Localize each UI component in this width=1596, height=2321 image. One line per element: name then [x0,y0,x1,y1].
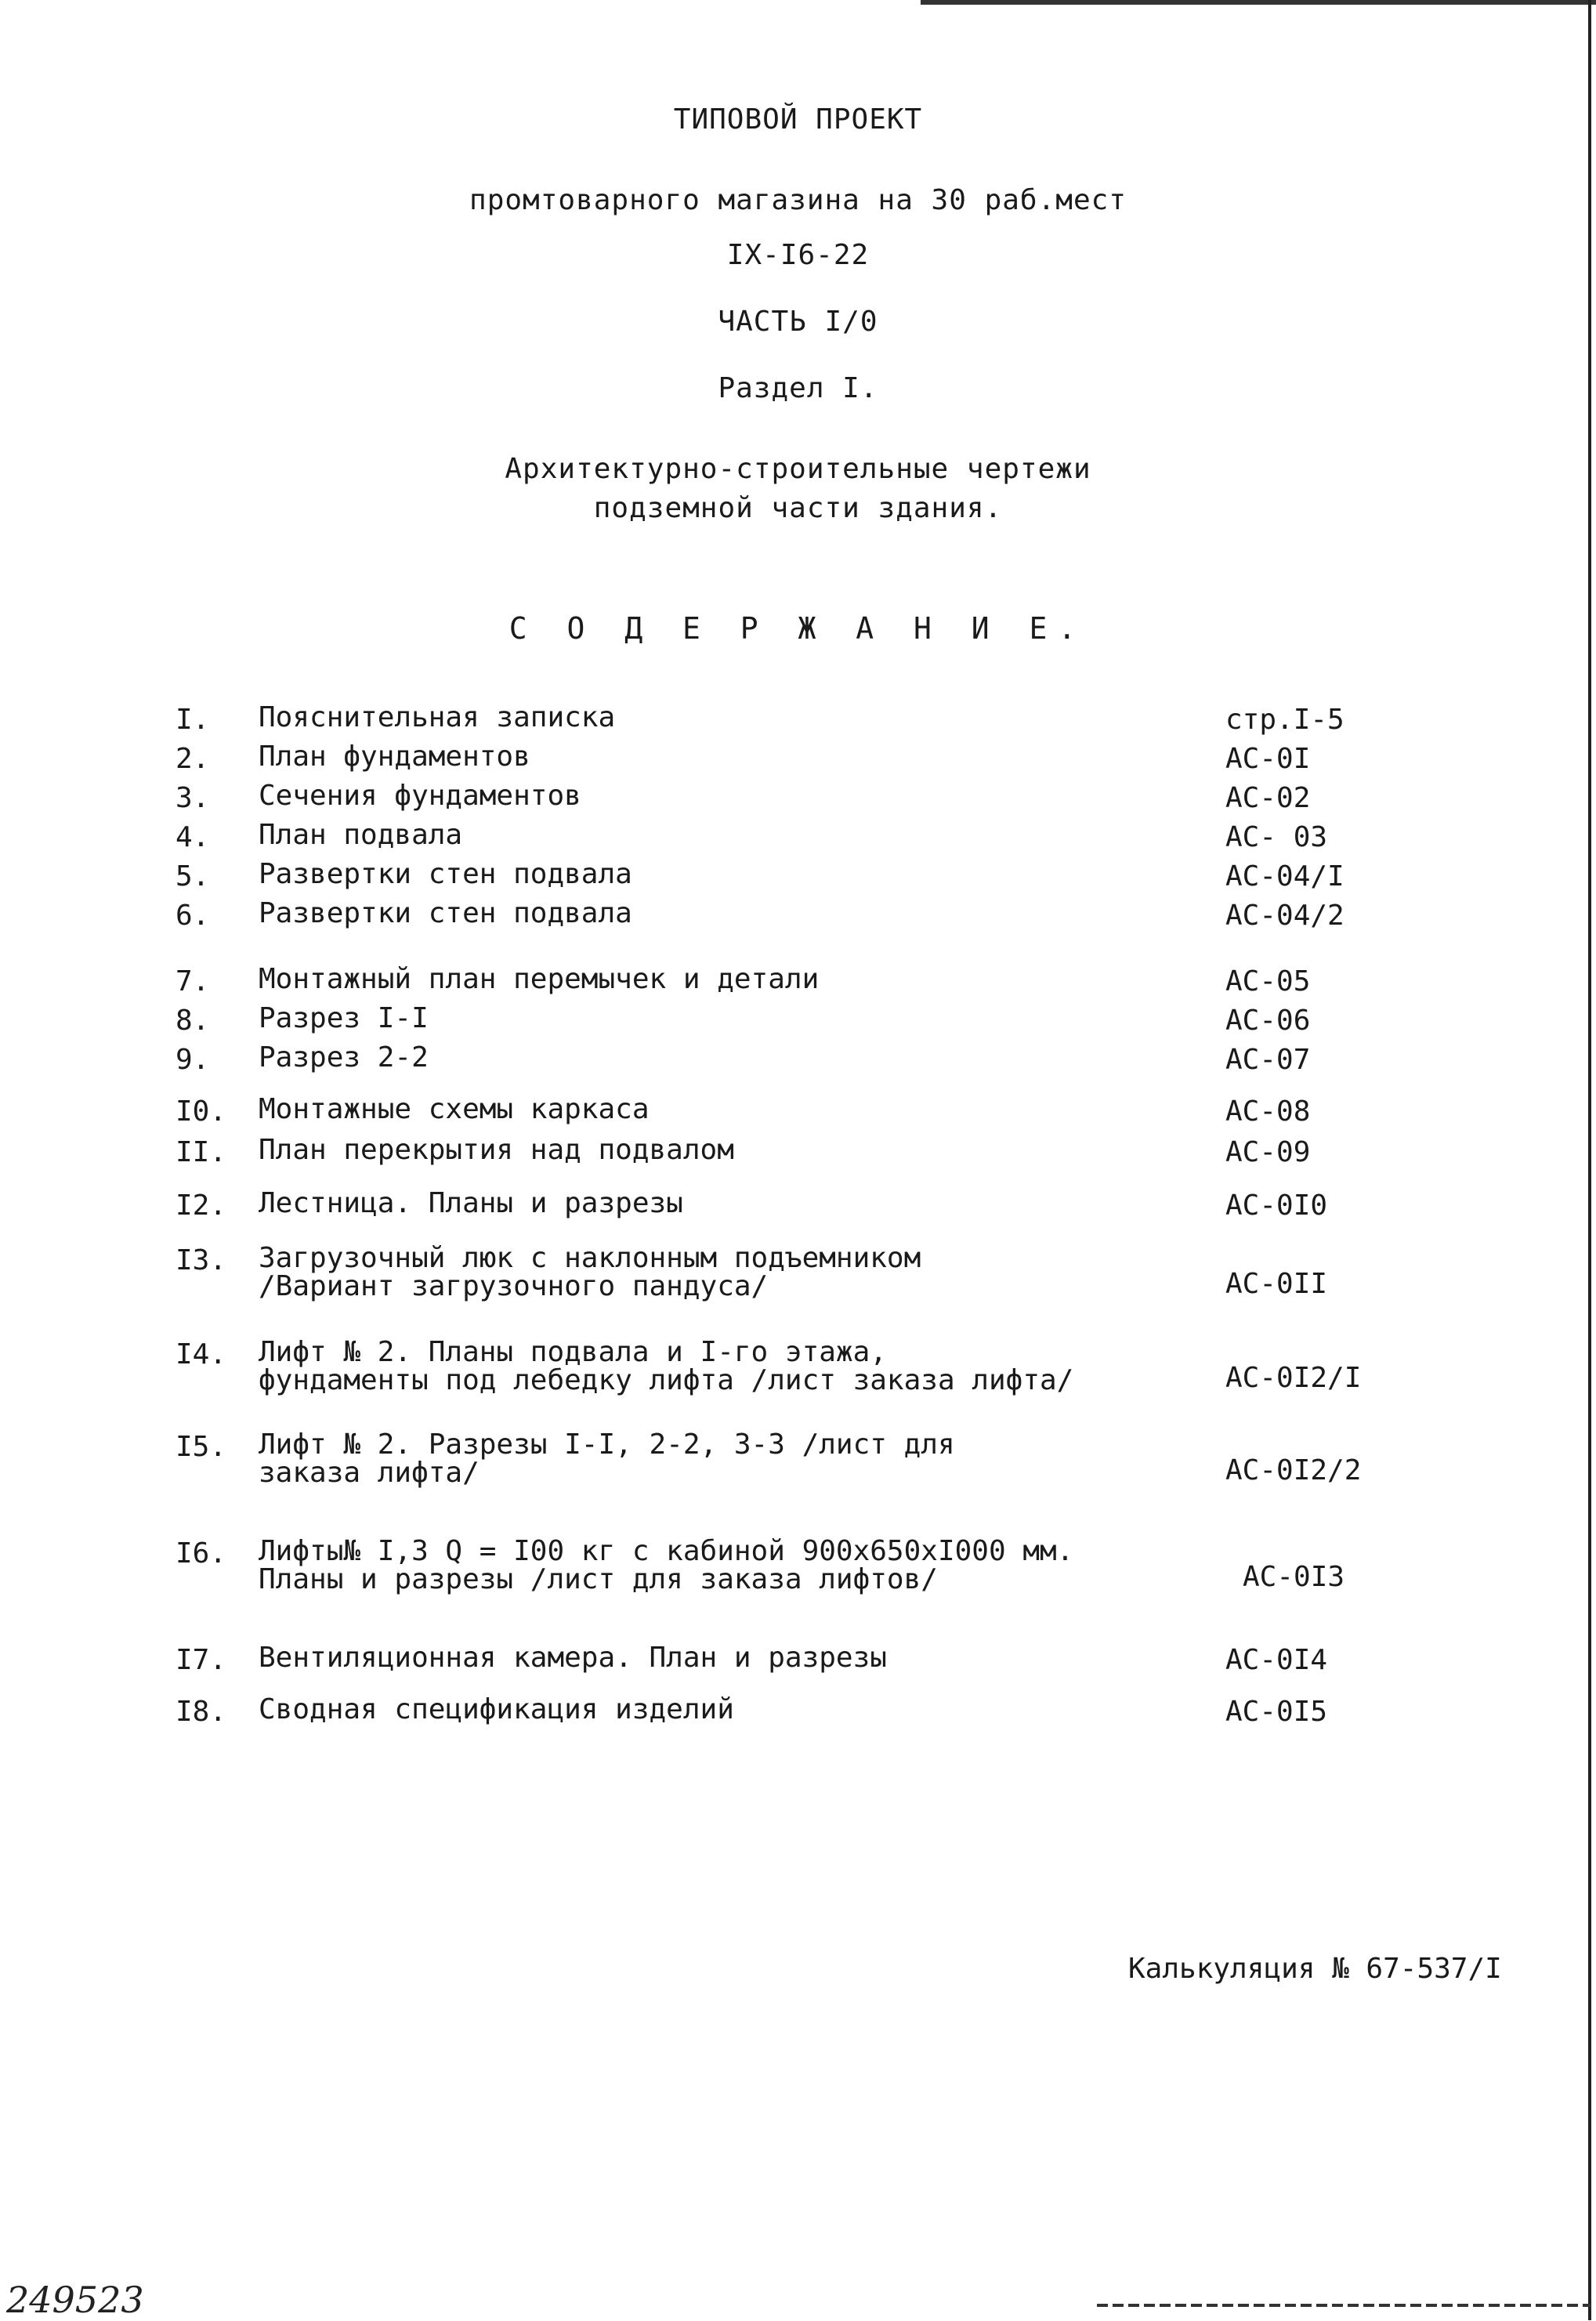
item-title: Развертки стен подвала [259,858,632,890]
item-title: Лифты№ I,3 Q = I00 кг с кабиной 900x650xI000 мм. Планы и разрезы /лист для заказа лифтов/ [259,1535,1074,1595]
item-code: АС-06 [1225,1005,1311,1037]
item-code: АС-08 [1225,1095,1311,1128]
item-code: АС-09 [1225,1136,1311,1168]
contents-heading: С О Д Е Р Ж А Н И Е. [508,611,1088,646]
item-code: АС-02 [1225,782,1311,814]
item-title: План фундаментов [259,740,530,773]
item-number: 5. [176,860,210,893]
item-code: АС-0I3 [1243,1561,1345,1593]
document-title: ТИПОВОЙ ПРОЕКТ [673,103,923,136]
item-number: I8. [176,1696,227,1728]
item-code: АС-04/2 [1225,900,1344,932]
item-number: I3. [176,1244,227,1276]
item-title: Загрузочный люк с наклонным подъемником /Вариант загрузочного пандуса/ [259,1242,921,1302]
item-code: АС-05 [1225,965,1311,998]
description-line-2: подземной части здания. [593,492,1003,524]
item-title: Вентиляционная камера. План и разрезы [259,1642,887,1674]
item-code: АС-0I [1225,743,1311,775]
item-number: 7. [176,965,210,998]
calculation-number: Калькуляция № 67-537/I [1128,1953,1502,1985]
item-title: Развертки стен подвала [259,897,632,929]
item-number: I6. [176,1537,227,1570]
item-code: АС- 03 [1225,821,1328,853]
item-code: АС-0I2/I [1225,1362,1362,1394]
description-line-1: Архитектурно-строительные чертежи [505,453,1091,485]
item-code: стр.I-5 [1225,704,1344,736]
item-number: I4. [176,1338,227,1371]
item-title: Лифт № 2. Разрезы I-I, 2-2, 3-3 /лист для заказа лифта/ [259,1428,955,1489]
item-number: II. [176,1136,227,1168]
item-number: 3. [176,782,210,814]
item-code: АС-0I2/2 [1225,1454,1362,1486]
section-label: Раздел I. [718,372,878,404]
item-title: Сечения фундаментов [259,780,581,812]
item-number: 6. [176,900,210,932]
project-code: IX-I6-22 [726,239,870,271]
scan-edge-bottom [1097,2304,1591,2307]
item-number: 4. [176,821,210,853]
item-title: Лифт № 2. Планы подвала и I-го этажа, фундаменты под лебедку лифта /лист заказа лифта/ [259,1336,1074,1396]
handwritten-number: 249523 [6,2279,144,2321]
item-title: Сводная спецификация изделий [259,1693,734,1725]
item-title: Лестница. Планы и разрезы [259,1187,683,1219]
item-code: АС-0I5 [1225,1696,1328,1728]
document-subtitle: промтоварного магазина на 30 раб.мест [469,184,1127,216]
item-title: Разрез 2-2 [259,1041,429,1074]
item-number: I7. [176,1644,227,1676]
part-label: ЧАСТЬ I/0 [718,306,878,338]
item-number: 9. [176,1044,210,1076]
item-number: I5. [176,1431,227,1463]
item-number: 8. [176,1005,210,1037]
item-number: 2. [176,743,210,775]
item-title: Монтажные схемы каркаса [259,1093,650,1125]
item-code: АС-0II [1225,1268,1328,1300]
item-code: АС-04/I [1225,860,1344,893]
item-title: План перекрытия над подвалом [259,1134,734,1166]
item-title: Пояснительная записка [259,701,616,733]
item-code: АС-0I4 [1225,1644,1328,1676]
item-title: Разрез I-I [259,1002,429,1034]
scan-edge-right [1588,0,1591,2320]
item-number: I2. [176,1189,227,1222]
item-code: АС-07 [1225,1044,1311,1076]
item-title: План подвала [259,819,463,851]
item-number: I0. [176,1095,227,1128]
item-number: I. [176,704,210,736]
item-code: АС-0I0 [1225,1189,1328,1222]
scan-edge-top [921,0,1596,5]
item-title: Монтажный план перемычек и детали [259,963,820,995]
